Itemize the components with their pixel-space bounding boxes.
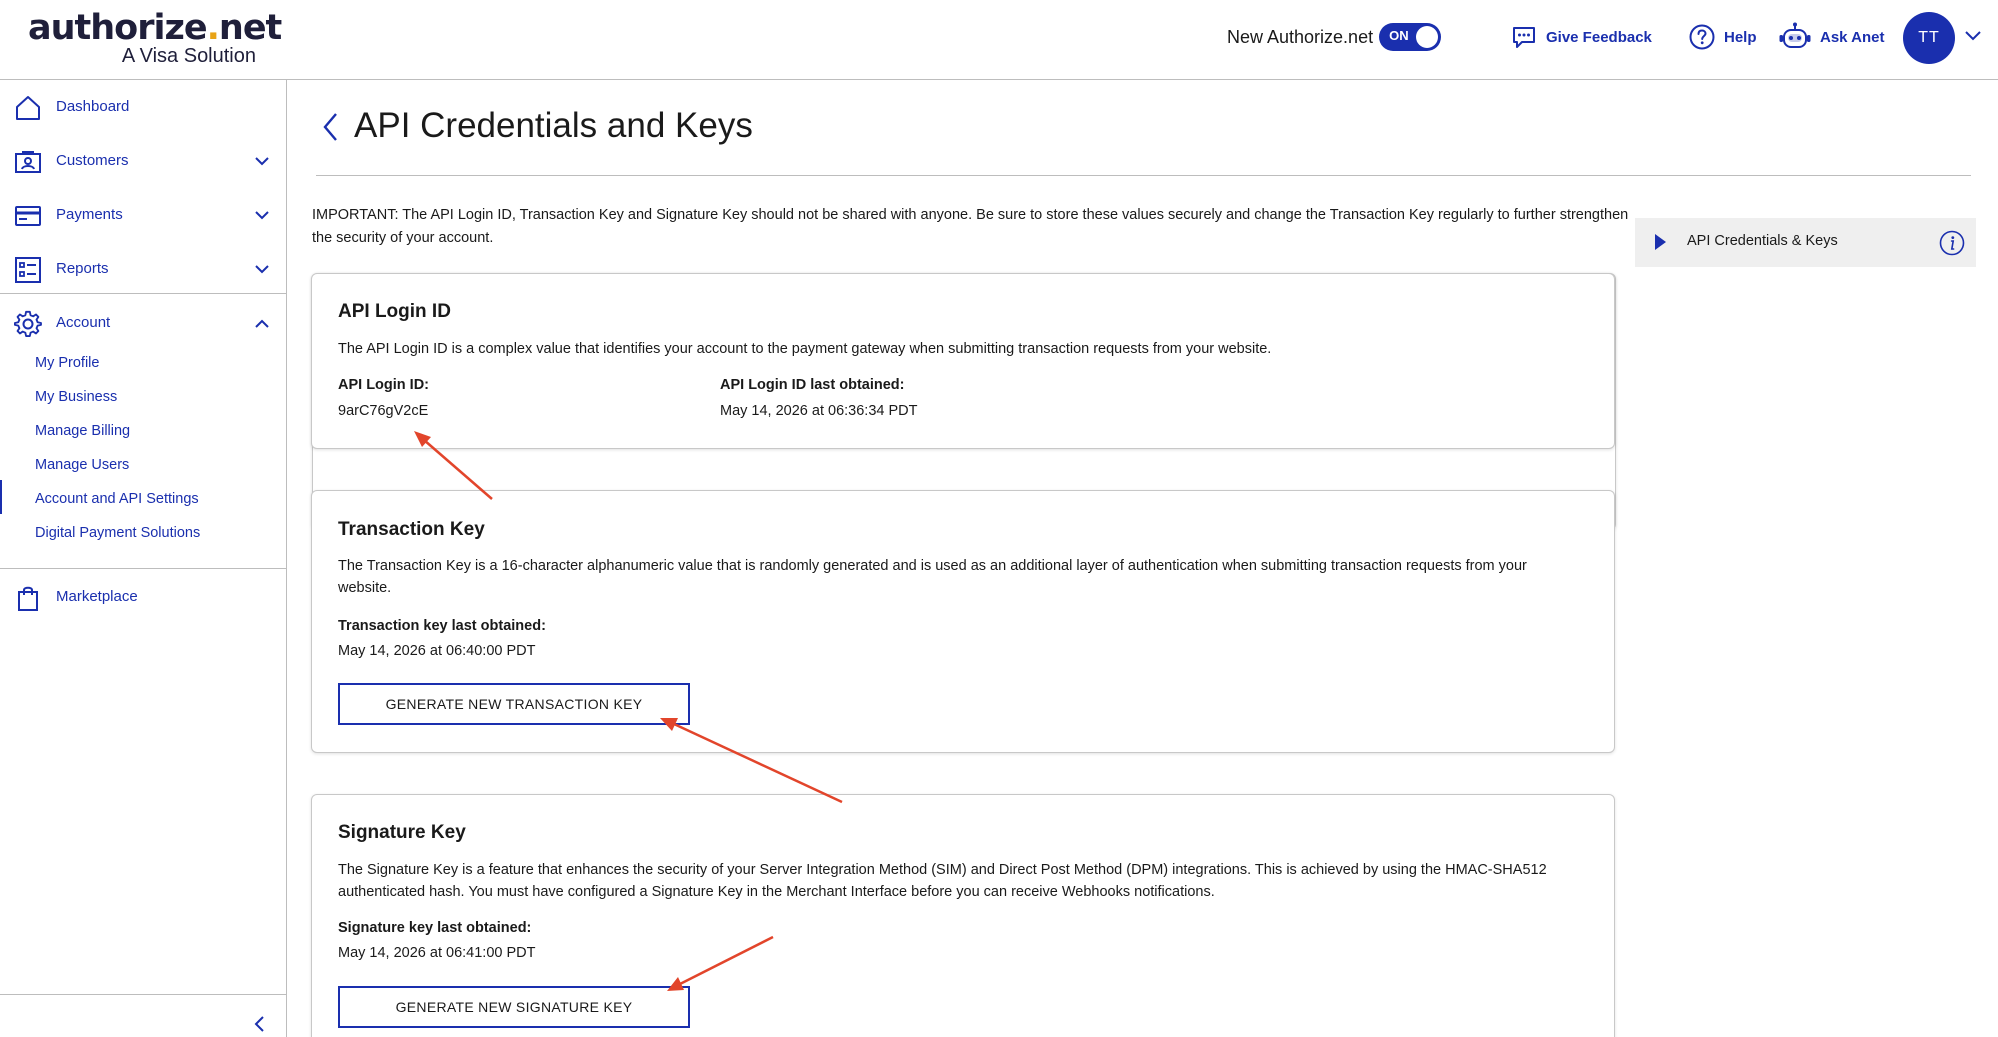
sidebar-item-label: Reports [56,260,109,277]
chevron-up-icon[interactable] [254,318,270,329]
transaction-key-title: Transaction Key [338,519,485,540]
sidebar-item-label: Marketplace [56,588,138,605]
sidebar-subitem-digital-payment-solutions[interactable]: Digital Payment Solutions [35,525,201,541]
payments-icon [14,202,42,230]
sidebar-nav [0,80,287,1037]
home-icon [14,94,42,122]
api-login-id-obtained-label: API Login ID last obtained: [720,377,905,393]
sidebar-subitem-manage-users[interactable]: Manage Users [35,457,130,473]
back-chevron-left-icon[interactable] [320,110,340,144]
info-icon[interactable] [1939,230,1965,256]
sidebar-item-marketplace[interactable] [0,572,286,622]
sidebar-item-label: Account [56,314,111,331]
generate-transaction-key-button[interactable]: GENERATE NEW TRANSACTION KEY [338,683,690,725]
chat-feedback-icon [1510,23,1538,51]
signature-key-title: Signature Key [338,822,466,843]
top-header [0,0,1998,80]
page-title: API Credentials and Keys [354,106,753,145]
sidebar-subitem-manage-billing[interactable]: Manage Billing [35,423,131,439]
new-ui-toggle-label: New Authorize.net [1227,26,1374,47]
gear-icon [14,310,42,338]
sidebar-divider [0,293,286,294]
transaction-key-obtained-label: Transaction key last obtained: [338,618,546,634]
section-nav-label: API Credentials & Keys [1687,233,1838,249]
help-icon [1688,23,1716,51]
logo-dot: . [206,8,219,48]
api-login-id-obtained-value: May 14, 2026 at 06:36:34 PDT [720,403,918,419]
generate-signature-key-button[interactable]: GENERATE NEW SIGNATURE KEY [338,986,690,1028]
chevron-down-icon[interactable] [254,264,270,275]
toggle-knob [1416,26,1438,48]
robot-assistant-icon [1778,22,1812,52]
api-login-id-description: The API Login ID is a complex value that identifies your account to the payment gateway when submitting transaction requests from your website. [338,341,1272,357]
logo-word-net: net [218,8,282,48]
important-notice: IMPORTANT: The API Login ID, Transaction Key and Signature Key should not be shared with anyone. Be sure to store these values securely and change the Transaction Key regularly to further strengthen the security of your account. [312,207,1629,246]
give-feedback-label: Give Feedback [1546,28,1652,46]
sidebar-item-reports[interactable] [0,244,286,294]
customers-icon [14,148,42,176]
triangle-right-icon [1653,233,1667,251]
logo-word-authorize: authorize [28,8,207,48]
api-login-id-value: 9arC76gV2cE [338,403,429,419]
chevron-down-icon[interactable] [254,156,270,167]
toggle-state-text: ON [1389,28,1409,43]
sidebar-divider [0,994,286,995]
sidebar-subitem-my-business[interactable]: My Business [35,389,118,405]
help-label: Help [1724,28,1757,46]
section-nav-panel[interactable] [1635,218,1976,267]
chevron-down-icon[interactable] [1964,30,1982,42]
api-login-id-card [311,273,1615,449]
title-divider [316,175,1971,176]
chevron-down-icon[interactable] [254,210,270,221]
api-login-id-label: API Login ID: [338,377,430,393]
collapse-sidebar-chevron-left-icon[interactable] [252,1014,268,1034]
signature-key-obtained-label: Signature key last obtained: [338,920,532,936]
logo-wordmark [28,8,281,48]
give-feedback-button[interactable] [1510,20,1652,54]
sidebar-subitem-account-api-settings[interactable]: Account and API Settings [35,491,199,507]
user-avatar[interactable]: TT [1903,12,1955,64]
sidebar-item-label: Payments [56,206,123,223]
sidebar-item-customers[interactable] [0,136,286,186]
help-button[interactable] [1688,20,1757,54]
sidebar-subitem-my-profile[interactable]: My Profile [35,355,100,371]
authorize-net-logo[interactable] [28,8,282,70]
shopping-bag-icon [14,584,42,612]
reports-icon [14,256,42,284]
ask-anet-label: Ask Anet [1820,28,1885,46]
signature-key-card [311,794,1615,1037]
logo-subtitle: A Visa Solution [121,45,256,67]
sidebar-item-dashboard[interactable] [0,82,286,132]
new-ui-toggle-group [1227,22,1441,52]
transaction-key-description: The Transaction Key is a 16-character alphanumeric value that is randomly generated and is used as an additional layer of authentication when submitting transaction requests from your website. [338,558,1527,596]
sidebar-item-label: Dashboard [56,98,130,115]
active-item-indicator [0,480,2,514]
sidebar-item-label: Customers [56,152,129,169]
sidebar-item-account[interactable] [0,298,286,348]
api-login-id-title: API Login ID [338,301,451,322]
transaction-key-card [311,490,1615,753]
ask-anet-button[interactable] [1778,20,1884,54]
sidebar-divider [0,568,286,569]
signature-key-obtained-value: May 14, 2026 at 06:41:00 PDT [338,945,536,961]
signature-key-description: The Signature Key is a feature that enhances the security of your Server Integration Method (SIM) and Direct Post Method (DPM) integrations. This is achieved by using the HMAC-SHA512 authenticated hash. You must have configured a Signature Key in the Merchant Interface before you can receive Webhooks notifications. [338,862,1547,900]
sidebar-item-payments[interactable] [0,190,286,240]
transaction-key-obtained-value: May 14, 2026 at 06:40:00 PDT [338,643,536,659]
new-ui-toggle[interactable] [1379,23,1441,51]
